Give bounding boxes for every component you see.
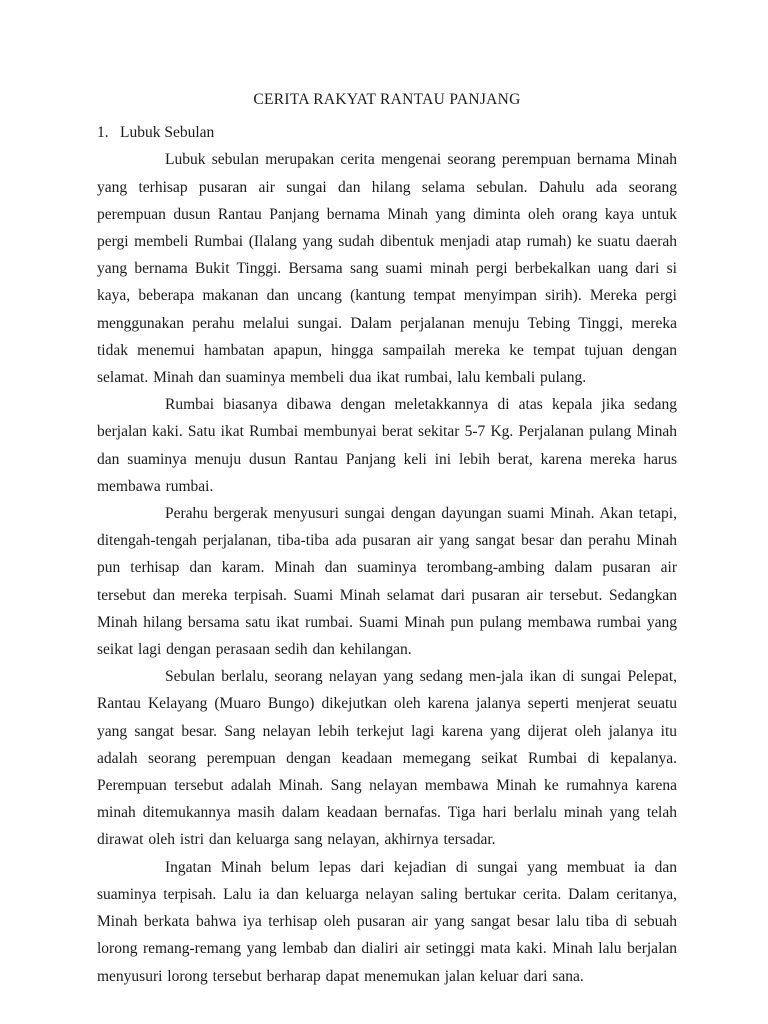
- document-page: [97, 86, 677, 990]
- section-number: 1.: [97, 124, 109, 142]
- section-heading-label: Lubuk Sebulan: [120, 124, 215, 142]
- story-paragraph: Lubuk sebulan merupakan cerita mengenai seorang perempuan bernama Minah yang terhisap pusaran air sungai dan hilang selama sebulan. Dahulu ada seorang perempuan dusun Rantau Panjang bernama Minah yang diminta oleh orang kaya untuk pergi membeli Rumbai (Ilalang yang sudah dibentuk menjadi atap rumah) ke suatu daerah yang bernama Bukit Tinggi. Bersama sang suami minah pergi berbekalkan uang dari si kaya, beberapa makanan dan uncang (kantung tempat menyimpan sirih). Mereka pergi menggunakan perahu melalui sungai. Dalam perjalanan menuju Tebing Tinggi, mereka tidak menemui hambatan apapun, hingga sampailah mereka ke tempat tujuan dengan selamat. Minah dan suaminya membeli dua ikat rumbai, lalu kembali pulang.: [97, 151, 677, 387]
- section-heading: [97, 119, 677, 146]
- document-title: CERITA RAKYAT RANTAU PANJANG: [253, 91, 521, 108]
- story-paragraph: Rumbai biasanya dibawa dengan meletakkannya di atas kepala jika sedang berjalan kaki. Satu ikat Rumbai membunyai berat sekitar 5-7 Kg. Perjalanan pulang Minah dan suaminya menuju dusun Rantau Panjang keli ini lebih berat, karena mereka harus membawa rumbai.: [97, 396, 677, 495]
- story-paragraph: Sebulan berlalu, seorang nelayan yang sedang men-jala ikan di sungai Pelepat, Rantau Kelayang (Muaro Bungo) dikejutkan oleh karena jalanya seperti menjerat seuatu yang sangat besar. Sang nelayan lebih terkejut lagi karena yang dijerat oleh jalanya itu adalah seorang perempuan dengan keadaan memegang seikat Rumbai di kepalanya. Perempuan tersebut adalah Minah. Sang nelayan membawa Minah ke rumahnya karena minah ditemukannya masih dalam keadaan bernafas. Tiga hari berlalu minah yang telah dirawat oleh istri dan keluarga sang nelayan, akhirnya tersadar.: [97, 668, 677, 849]
- story-paragraph: Perahu bergerak menyusuri sungai dengan dayungan suami Minah. Akan tetapi, ditengah-tengah perjalanan, tiba-tiba ada pusaran air yang sangat besar dan perahu Minah pun terhisap dan karam. Minah dan suaminya terombang-ambing dalam pusaran air tersebut dan mereka terpisah. Suami Minah selamat dari pusaran air tersebut. Sedangkan Minah hilang bersama satu ikat rumbai. Suami Minah pun pulang membawa rumbai yang seikat lagi dengan perasaan sedih dan kehilangan.: [97, 505, 677, 659]
- story-paragraph: Ingatan Minah belum lepas dari kejadian di sungai yang membuat ia dan suaminya terpisah. Lalu ia dan keluarga nelayan saling bertukar cerita. Dalam ceritanya, Minah berkata bahwa iya terhisap oleh pusaran air yang sangat besar lalu tiba di sebuah lorong remang-remang yang lembab dan dialiri air setinggi mata kaki. Minah lalu berjalan menyusuri lorong tersebut berharap dapat menemukan jalan keluar dari sana.: [97, 858, 677, 985]
